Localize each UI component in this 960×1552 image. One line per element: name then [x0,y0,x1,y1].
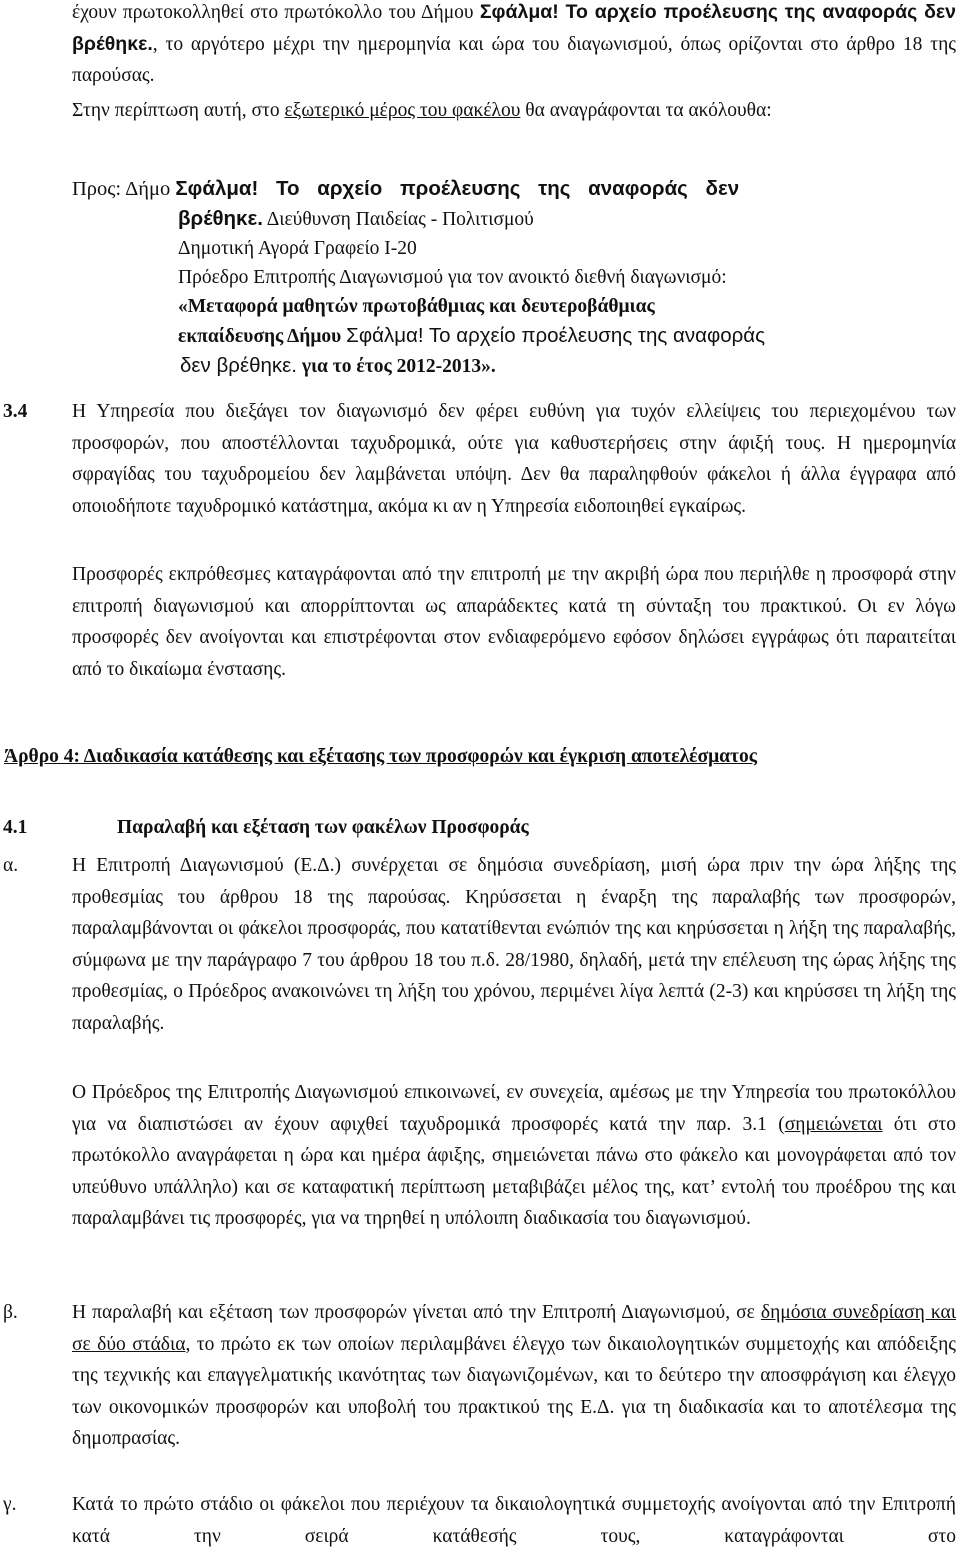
item-b-paragraph [72,1297,956,1455]
item-a-underlined: σημειώνεται [784,1113,883,1135]
item-a-paragraph-1 [72,850,956,1039]
item-g-label-text: γ. [3,1494,17,1515]
article-4-heading-text: Άρθρο 4: Διαδικασία κατάθεσης και εξέτασης των προσφορών και έγκριση αποτελέσματος [4,746,758,767]
item-b-label-text: β. [3,1302,18,1323]
reference-error-c: Σφάλμα! Το αρχείο προέλευσης της αναφοράς [346,324,766,347]
address-department: Διεύθυνση Παιδείας - Πολιτισμού [262,209,534,230]
address-block [72,174,956,381]
address-line-1 [72,174,956,204]
intro-text-1: έχουν πρωτοκολληθεί στο πρωτόκολλο του Δήμου [72,2,480,23]
envelope-text-1: Στην περίπτωση αυτή, στο [72,100,285,121]
envelope-underlined: εξωτερικό μέρος του φακέλου [284,100,521,121]
address-line-4 [72,263,956,292]
reference-error-b-2: βρέθηκε. [178,207,263,230]
intro-paragraph [72,0,956,92]
address-line-3 [72,234,956,263]
section-3-4-paragraph-2 [72,559,956,685]
item-g-text-1: Κατά το πρώτο στάδιο οι φάκελοι που περιέχουν τα δικαιολογητικά συμμετοχής ανοίγονται από την Επιτροπή κατά την σειρά κατάθεσής τους, καταγράφονται στο [72,1494,956,1547]
envelope-text-2: θα αναγράφονται τα ακόλουθα: [520,100,772,121]
section-4-1-number [3,812,27,843]
section-3-4-paragraph-1 [72,396,956,522]
item-a-paragraph-2 [72,1077,956,1235]
section-4-1-title-text: Παραλαβή και εξέταση των φακέλων Προσφοράς [117,817,529,838]
item-g-label [3,1489,17,1521]
address-line-2 [72,204,956,234]
address-chair: Πρόεδρο Επιτροπής Διαγωνισμού για τον ανοικτό διεθνή διαγωνισμό: [178,267,727,288]
section-3-4-text-2: Προσφορές εκπρόθεσμες καταγράφονται από την επιτροπή με την ακριβή ώρα που περιήλθε η προσφορά στην επιτροπή διαγωνισμού και απορρίπτονται ως απαράδεκτες κατά τη σύνταξη του πρακτικού. Οι εν λόγω προσφορές δεν ανοίγονται και επιστρέφονται στον ενδιαφερόμενο εφόσον δηλώσει εγγράφως ότι παραιτείται από το δικαίωμα ένστασης. [72,564,956,680]
section-3-4-text-1: Η Υπηρεσία που διεξάγει τον διαγωνισμό δεν φέρει ευθύνη για τυχόν ελλείψεις του περιεχομένου των προσφορών, που αποστέλλονται ταχυδρομικά, ούτε για καθυστερήσεις στην άφιξή τους. Η ημερομηνία σφραγίδας του ταχυδρομείου δεν λαμβάνεται υπόψη. Δεν θα παραληφθούν φάκελοι ή άλλα έγγραφα από οποιοδήποτε ταχυδρομικό κατάστημα, ακόμα κι αν η Υπηρεσία ειδοποιηθεί εγκαίρως. [72,401,956,517]
item-b-text-1: Η παραλαβή και εξέταση των προσφορών γίνεται από την Επιτροπή Διαγωνισμού, σε [72,1302,761,1323]
reference-error-b: Σφάλμα! Το αρχείο προέλευσης της αναφοράς δεν [175,177,740,200]
item-g-paragraph [72,1489,956,1552]
item-b-label [3,1297,18,1329]
item-a-label [3,850,18,882]
tender-title-1: «Μεταφορά μαθητών πρωτοβάθμιας και δευτεροβάθμιας [178,296,655,317]
envelope-paragraph [72,95,956,127]
address-line-5 [72,292,956,321]
section-3-4-number [3,396,27,428]
article-4-heading [4,741,956,772]
item-b-text-2: , το πρώτο εκ των οποίων περιλαμβάνει έλεγχο των δικαιολογητικών συμμετοχής και απόδειξης της τεχνικής και επαγγελματικής ικανότητας των διαγωνιζομένων, και το δεύτερο την αποσφράγιση και έλεγχο των οικονομικών προσφορών και υποβολή του πρακτικού της Ε.Δ. για τη διαδικασία και το αποτέλεσμα της δημοπρασίας. [72,1333,956,1449]
intro-text-2: , το αργότερο μέχρι την ημερομηνία και ώρα του διαγωνισμού, όπως ορίζονται στο άρθρο 18 της παρούσας. [72,33,956,86]
address-line-6 [72,321,956,351]
section-4-1-num-text: 4.1 [3,817,28,838]
reference-error-c-2: δεν βρέθηκε. [180,354,297,377]
address-line-7 [72,351,956,381]
tender-title-2: εκπαίδευσης Δήμου [178,326,347,347]
item-a-text-1: Η Επιτροπή Διαγωνισμού (Ε.Δ.) συνέρχεται σε δημόσια συνεδρίαση, μισή ώρα πριν την ώρα λήξης της προθεσμίας του άρθρου 18 της παρούσας. Κηρύσσεται η έναρξη της παραλαβής των προσφορών, παραλαμβάνονται οι φάκελοι προσφοράς, που κατατίθενται ενώπιόν της και κηρύσσεται η λήξη της παραλαβής, σύμφωνα με την παράγραφο 7 του άρθρου 18 του π.δ. 28/1980, δηλαδή, μετά την επέλευση της ώρας λήξης της προθεσμίας, ο Πρόεδρος ανακοινώνει τη λήξη του χρόνου, περιμένει λίγα λεπτά (2-3) και κηρύσσει τη λήξη της παραλαβής. [72,855,956,1034]
tender-year: για το έτος 2012-2013». [296,356,496,377]
reference-error-a: Σφάλμα! Το αρχείο προέλευσης της αναφοράς δεν βρέθηκε. [72,1,956,55]
item-b-underlined: δημόσια συνεδρίαση και σε δύο στάδια [72,1302,956,1355]
item-a-label-text: α. [3,855,19,876]
address-prefix: Προς: Δήμο [72,178,176,200]
item-a-text-2a: Ο Πρόεδρος της Επιτροπής Διαγωνισμού επικοινωνεί, εν συνεχεία, αμέσως με την Υπηρεσία του πρωτοκόλλου για να διαπιστώσει αν έχουν αφιχθεί ταχυδρομικά προσφορές κατά την παρ. 3.1 ( [72,1082,956,1135]
item-a-text-2b: ότι στο πρωτόκολλο αναγράφεται η ώρα και ημέρα άφιξης, σημειώνεται πάνω στο φάκελο και μονογράφεται από τον υπεύθυνο υπάλληλο) και σε καταφατική περίπτωση μεταβιβάζει μέλος της, κατ’ εντολή του προέδρου της και παραλαμβάνει τις προσφορές, για να τηρηθεί η υπόλοιπη διαδικασία του διαγωνισμού. [72,1113,957,1229]
section-number: 3.4 [3,401,28,422]
address-market: Δημοτική Αγορά Γραφείο Ι-20 [178,238,417,259]
section-4-1-title [117,812,529,843]
